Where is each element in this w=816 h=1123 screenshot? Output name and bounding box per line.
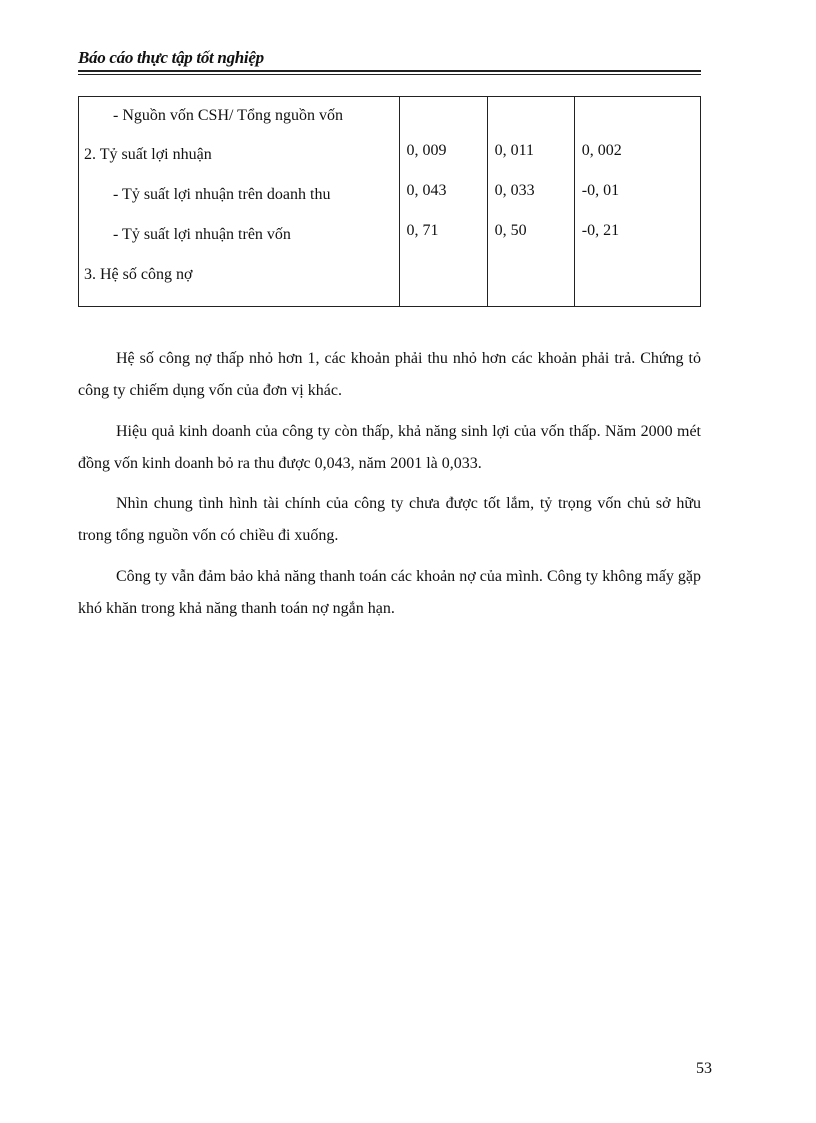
page-number: 53	[696, 1060, 712, 1077]
header-rule	[78, 70, 701, 75]
financial-ratios-table	[78, 96, 701, 307]
body-paragraph: Công ty vẫn đảm bảo khả năng thanh toán các khoản nợ của mình. Công ty không mấy gặp khó khăn trong khả năng thanh toán nợ ngắn hạn.	[78, 568, 701, 617]
table-value: 0, 002	[581, 142, 622, 159]
table-row	[79, 97, 701, 307]
table-value: 0, 71	[406, 222, 439, 239]
table-row-label: 2. Tỷ suất lợi nhuận	[84, 146, 212, 163]
table-label-cell	[79, 97, 400, 307]
body-paragraph: Nhìn chung tình hình tài chính của công ty chưa được tốt lắm, tỷ trọng vốn chủ sở hữu trong tổng nguồn vốn có chiều đi xuống.	[78, 495, 701, 544]
table-value: 0, 033	[494, 182, 535, 199]
table-value-cell	[487, 97, 574, 307]
table-value-cell	[399, 97, 487, 307]
body-paragraph: Hệ số công nợ thấp nhỏ hơn 1, các khoản phải thu nhỏ hơn các khoản phải trả. Chứng tỏ công ty chiếm dụng vốn của đơn vị khác.	[78, 350, 701, 399]
table-row-label: - Nguồn vốn CSH/ Tổng nguồn vốn	[113, 107, 343, 124]
table-value: 0, 011	[494, 142, 535, 159]
table-value-cell	[574, 97, 700, 307]
table-value: 0, 50	[494, 222, 527, 239]
table-row-label: - Tỷ suất lợi nhuận trên vốn	[113, 226, 291, 243]
table-row-label: - Tỷ suất lợi nhuận trên doanh thu	[113, 186, 331, 203]
table-row-label: 3. Hệ số công nợ	[84, 266, 193, 283]
table-value: 0, 043	[406, 182, 447, 199]
table-value: -0, 01	[581, 182, 620, 199]
table-value: 0, 009	[406, 142, 447, 159]
page-header-title: Báo cáo thực tập tốt nghiệp	[78, 48, 264, 67]
table-value: -0, 21	[581, 222, 620, 239]
body-paragraph: Hiệu quả kinh doanh của công ty còn thấp, khả năng sinh lợi của vốn thấp. Năm 2000 mét đồng vốn kinh doanh bỏ ra thu được 0,043, năm 2001 là 0,033.	[78, 423, 701, 472]
